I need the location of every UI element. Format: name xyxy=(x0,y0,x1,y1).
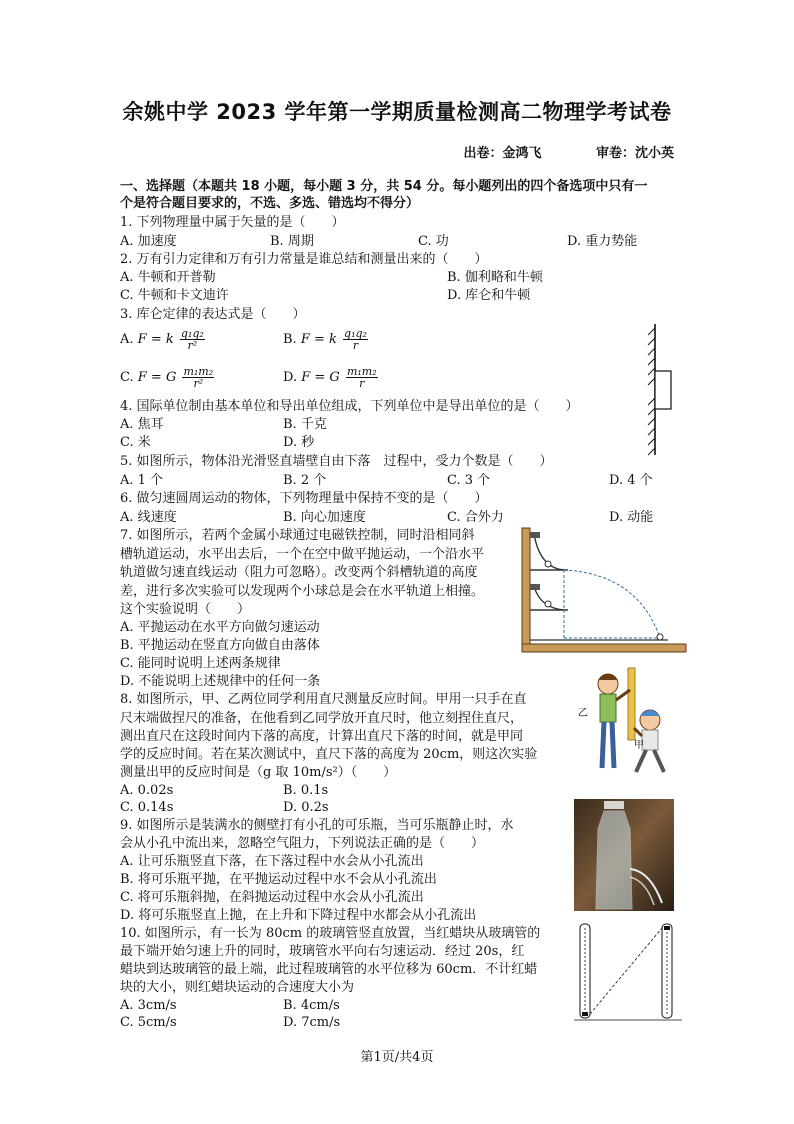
q7-line2: 槽轨道运动，水平出去后，一个在空中做平抛运动，一个沿水平 xyxy=(120,547,485,562)
q3-d-label: D. xyxy=(283,370,298,385)
projectile-apparatus-figure xyxy=(518,524,690,656)
q9-option-b: B. 将可乐瓶平抛，在平抛运动过程中水不会从小孔流出 xyxy=(120,872,437,887)
q5-option-c: C. 3 个 xyxy=(447,473,491,488)
q5-stem: 5. 如图所示，物体沿光滑竖直墙壁自由下落 过程中，受力个数是（ ） xyxy=(120,454,553,469)
q9-option-c: C. 将可乐瓶斜抛，在斜抛运动过程中水会从小孔流出 xyxy=(120,890,424,905)
q10-line2: 最下端开始匀速上升的同时，玻璃管水平向右匀速运动．经过 20s，红 xyxy=(120,944,525,959)
q5-option-d: D. 4 个 xyxy=(609,473,653,488)
q5-option-b: B. 2 个 xyxy=(283,473,327,488)
q7-line3: 轨道做匀速直线运动（阻力可忽略）。改变两个斜槽轨道的高度 xyxy=(120,565,478,580)
q7-option-b: B. 平抛运动在竖直方向做自由落体 xyxy=(120,638,320,653)
q6-stem: 6. 做匀速圆周运动的物体，下列物理量中保持不变的是（ ） xyxy=(120,491,488,506)
q3-d-den: r xyxy=(359,377,365,390)
q2-option-c: C. 牛顿和卡文迪许 xyxy=(120,288,229,303)
q2-option-a: A. 牛顿和开普勒 xyxy=(120,270,216,285)
q2-option-b: B. 伽利略和牛顿 xyxy=(447,270,543,285)
q10-option-d: D. 7cm/s xyxy=(283,1015,341,1030)
q3-d-num: m₁m₂ xyxy=(346,365,377,378)
q2-stem: 2. 万有引力定律和万有引力常量是谁总结和测量出来的（ ） xyxy=(120,252,488,267)
q3-c-lhs: F = G xyxy=(137,370,177,385)
q1-option-a: A. 加速度 xyxy=(120,234,177,249)
q3-c-den: r² xyxy=(193,377,204,390)
q10-line4: 块的大小，则红蜡块运动的合速度大小为 xyxy=(120,980,355,995)
q1-option-d: D. 重力势能 xyxy=(567,234,638,249)
q3-c-fraction xyxy=(182,366,214,389)
q7-option-d: D. 不能说明上述规律中的任何一条 xyxy=(120,674,321,689)
section-heading-line1: 一、选择题（本题共 18 小题，每小题 3 分，共 54 分。每小题列出的四个备选项中只有一 xyxy=(120,179,648,194)
q3-a-num: q₁q₂ xyxy=(180,327,204,340)
q8-line3: 测出直尺在这段时间内下落的高度，计算出直尺下落的时间，就是甲同 xyxy=(120,729,524,744)
water-bottle-photo xyxy=(574,799,674,911)
q9-line2: 会从小孔中流出来，忽略空气阻力，下列说法正确的是（ ） xyxy=(120,836,485,851)
q6-option-a: A. 线速度 xyxy=(120,510,177,525)
q8-line2: 尺末端做捏尺的准备，在他看到乙同学放开直尺时，他立刻捏住直尺， xyxy=(120,711,524,726)
q3-a-lhs: F = k xyxy=(137,332,174,347)
q3-a-label: A. xyxy=(120,332,134,347)
exam-title: 余姚中学 2023 学年第一学期质量检测高二物理学考试卷 xyxy=(122,100,672,124)
q7-option-c: C. 能同时说明上述两条规律 xyxy=(120,656,281,671)
q8-line1: 8. 如图所示，甲、乙两位同学利用直尺测量反应时间。甲用一只手在直 xyxy=(120,692,527,707)
page-number: 第1页/共4页 xyxy=(360,1050,434,1065)
q9-line1: 9. 如图所示是装满水的侧壁打有小孔的可乐瓶，当可乐瓶静止时，水 xyxy=(120,818,514,833)
q3-stem: 3. 库仑定律的表达式是（ ） xyxy=(120,307,306,322)
q3-d-lhs: F = G xyxy=(301,370,340,385)
q10-option-a: A. 3cm/s xyxy=(120,998,177,1013)
setter-name: 出卷：金鸿飞 xyxy=(463,146,542,161)
q10-option-c: C. 5cm/s xyxy=(120,1015,177,1030)
q7-line5: 这个实验说明（ ） xyxy=(120,602,251,617)
reviewer-name: 审卷：沈小英 xyxy=(595,146,674,161)
q4-option-b: B. 千克 xyxy=(283,417,327,432)
q4-option-d: D. 秒 xyxy=(283,435,315,450)
q3-c-num: m₁m₂ xyxy=(183,365,214,378)
q3-option-a xyxy=(120,328,207,351)
q8-option-c: C. 0.14s xyxy=(120,800,174,815)
q8-option-d: D. 0.2s xyxy=(283,800,329,815)
q3-a-den: r² xyxy=(187,339,198,352)
q7-line4: 差，进行多次实验可以发现两个小球总是会在水平轨道上相撞。 xyxy=(120,584,485,599)
q9-option-a: A. 让可乐瓶竖直下落，在下落过程中水会从小孔流出 xyxy=(120,854,424,869)
q1-stem: 1. 下列物理量中属于矢量的是（ ） xyxy=(120,215,345,230)
q1-option-c: C. 功 xyxy=(418,234,449,249)
q8-line4: 学的反应时间。若在某次测试中，直尺下落的高度为 20cm，则这次实验 xyxy=(120,747,538,762)
q9-option-d: D. 将可乐瓶竖直上抛，在上升和下降过程中水都会从小孔流出 xyxy=(120,908,477,923)
q3-b-lhs: F = k xyxy=(300,332,337,347)
section-heading-line2: 个是符合题目要求的，不选、多选、错选均不得分） xyxy=(120,196,420,211)
q3-b-den: r xyxy=(352,339,359,352)
q7-option-a: A. 平抛运动在水平方向做匀速运动 xyxy=(120,620,320,635)
figure-label-yi: 乙 xyxy=(578,708,588,719)
q1-option-b: B. 周期 xyxy=(270,234,314,249)
reaction-time-figure xyxy=(572,664,684,780)
q10-line1: 10. 如图所示，有一长为 80cm 的玻璃管竖直放置，当红蜡块从玻璃管的 xyxy=(120,926,541,941)
q8-line5: 测量出甲的反应时间是（g 取 10m/s²）（ ） xyxy=(120,765,397,780)
figure-label-jia: 甲 xyxy=(634,740,644,751)
q2-option-d: D. 库仑和牛顿 xyxy=(447,288,531,303)
q6-option-d: D. 动能 xyxy=(609,510,654,525)
q3-d-fraction xyxy=(346,366,378,389)
q4-stem: 4. 国际单位制由基本单位和导出单位组成，下列单位中是导出单位的是（ ） xyxy=(120,399,579,414)
q10-line3: 蜡块到达玻璃管的最上端，此过程玻璃管的水平位移为 60cm．不计红蜡 xyxy=(120,962,538,977)
q10-option-b: B. 4cm/s xyxy=(283,998,340,1013)
q3-option-c xyxy=(120,366,216,389)
wall-block-figure xyxy=(628,322,678,457)
q5-option-a: A. 1 个 xyxy=(120,473,164,488)
q4-option-c: C. 米 xyxy=(120,435,151,450)
q3-c-label: C. xyxy=(120,370,134,385)
q3-option-b xyxy=(283,328,370,351)
q3-b-num: q₁q₂ xyxy=(344,327,367,340)
q6-option-b: B. 向心加速度 xyxy=(283,510,366,525)
q3-b-fraction xyxy=(343,328,368,351)
q8-option-b: B. 0.1s xyxy=(283,783,329,798)
q3-a-fraction xyxy=(180,328,205,351)
q6-option-c: C. 合外力 xyxy=(447,510,504,525)
q4-option-a: A. 焦耳 xyxy=(120,417,164,432)
q3-option-d xyxy=(283,366,380,389)
glass-tube-figure xyxy=(572,918,684,1024)
q8-option-a: A. 0.02s xyxy=(120,783,174,798)
q7-line1: 7. 如图所示，若两个金属小球通过电磁铁控制，同时沿相同斜 xyxy=(120,528,475,543)
q3-b-label: B. xyxy=(283,332,297,347)
exam-credits xyxy=(413,142,674,161)
